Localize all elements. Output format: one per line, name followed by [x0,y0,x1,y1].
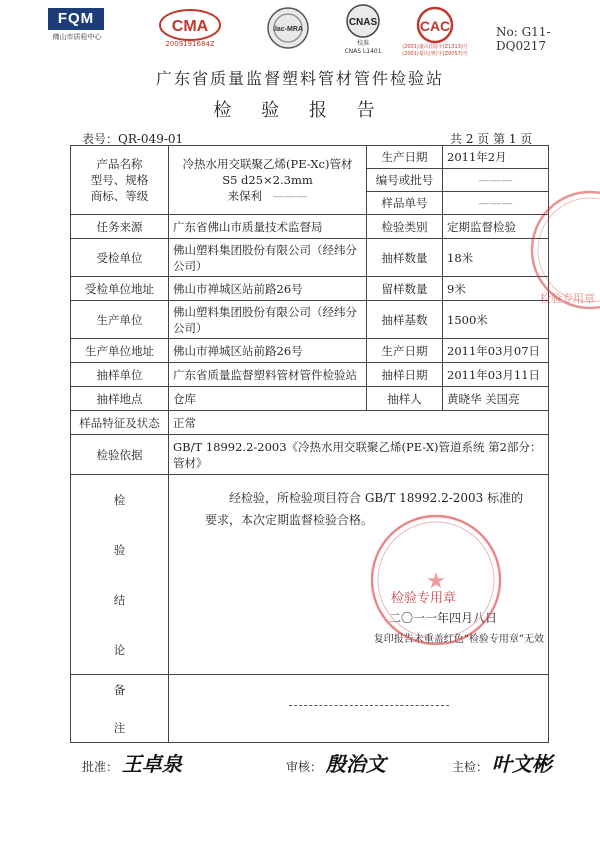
fqm-caption: 佛山市质检中心 [52,33,102,41]
conclusion-date: 二〇一一年四月八日 [389,611,498,625]
producer-value: 佛山塑料集团股份有限公司（经纬分公司） [169,301,367,339]
conclusion-label-1: 检 [113,492,126,507]
model-value: S5 d25×2.3mm [222,173,313,187]
page-info: 共 2 页 第 1 页 [450,132,533,146]
approve-name: 王卓泉 [121,752,182,776]
document-number: No: G11-DQ0217 [496,25,551,53]
sample-date-label: 抽样日期 [367,363,443,387]
sampler-label: 抽样人 [367,387,443,411]
sample-no-value: ——— [443,192,549,215]
product-values-cell [169,146,367,215]
features-label: 样品特征及状态 [71,411,169,435]
location-value: 仓库 [169,387,367,411]
conclusion-label-cell [71,475,169,675]
organization-name: 广东省质量监督塑料管材管件检验站 [155,69,444,88]
remarks-dash-line [289,705,449,706]
test-type-label: 检验类别 [367,215,443,239]
prod-date-label: 生产日期 [367,146,443,169]
inspected-addr-label: 受检单位地址 [71,277,169,301]
side-stamp-label: 检验专用章 [540,292,595,305]
ilac-emblem-icon [266,6,310,50]
remarks-label-1: 备 [113,682,126,697]
remarks-label-cell [71,675,169,743]
review-label: 审核： [286,760,323,774]
approve-signature [82,748,182,777]
inspect-label: 主检： [452,760,489,774]
ilac-text: ilac-MRA [273,26,303,33]
fqm-logo [48,8,106,42]
prod-date2-value: 2011年03月07日 [443,339,549,363]
brand-value: 来保利 [227,189,263,203]
review-signature [286,748,386,777]
source-value: 广东省佛山市质量技术监督局 [169,215,367,239]
cac-logo [400,6,470,58]
prod-date2-label: 生产日期 [367,339,443,363]
basis-value: GB/T 18992.2-2003《冷热水用交联聚乙烯(PE-X)管道系统 第2部分：管材》 [169,435,549,475]
brand-extra-value: ——— [272,189,308,203]
cnas-text: CNAS [348,17,378,28]
inspected-label: 受检单位 [71,239,169,277]
remarks-label-2: 注 [113,720,126,735]
retain-label: 留样数量 [367,277,443,301]
product-name-label: 产品名称 [96,157,143,171]
inspected-value: 佛山塑料集团股份有限公司（经纬分公司） [169,239,367,277]
prod-date-value: 2011年2月 [443,146,549,169]
cma-text: CMA [171,18,209,35]
fqm-logo-text: FQM [48,8,104,30]
batch-label: 编号或批号 [367,169,443,192]
base-value: 1500米 [443,301,549,339]
inspection-seal-stamp [368,512,504,648]
form-number: 表号：QR-049-01 [82,132,184,146]
copy-note: 复印报告未重盖红色“检验专用章”无效 [373,634,544,645]
svg-text:★: ★ [426,569,446,594]
basis-label: 检验依据 [71,435,169,475]
cma-code: 2009191684Z [165,40,215,48]
ilac-logo [266,6,310,50]
location-label: 抽样地点 [71,387,169,411]
report-table [70,145,549,743]
product-labels-cell [71,146,169,215]
conclusion-label-2: 验 [113,542,126,557]
producer-addr-value: 佛山市禅城区站前路26号 [169,339,367,363]
cac-caption-1: (2001)量认(国)字(Z1313)号 [402,44,468,50]
producer-label: 生产单位 [71,301,169,339]
report-title: 检 验 报 告 [213,100,387,121]
cma-logo [158,8,222,54]
cnas-emblem-icon [330,4,396,38]
stamp-label: 检验专用章 [391,591,457,606]
cac-emblem-icon [400,6,470,44]
cac-caption-2: (2001)量认(粤)字(Z0057)号 [402,51,468,57]
sampler-unit-label: 抽样单位 [71,363,169,387]
brand-label: 商标、等级 [90,189,149,203]
base-label: 抽样基数 [367,301,443,339]
retain-value: 9米 [443,277,549,301]
qty-value: 18米 [443,239,549,277]
inspect-signature [452,748,552,777]
model-label: 型号、规格 [90,173,149,187]
sample-no-label: 样品单号 [367,192,443,215]
qty-label: 抽样数量 [367,239,443,277]
conclusion-label-4: 论 [113,642,126,657]
sampler-value: 黄晓华 关国亮 [443,387,549,411]
cma-emblem-icon [158,8,222,42]
batch-value: ——— [443,169,549,192]
features-value: 正常 [169,411,549,435]
inspect-name: 叶文彬 [491,752,552,776]
sample-date-value: 2011年03月11日 [443,363,549,387]
sampler-unit-value: 广东省质量监督塑料管材管件检验站 [169,363,367,387]
conclusion-label-3: 结 [113,592,126,607]
approve-label: 批准： [82,760,119,774]
cnas-caption-cn: 校准 [356,40,369,47]
source-label: 任务来源 [71,215,169,239]
remarks-cell [169,675,549,743]
conclusion-text: 经检验，所检验项目符合 GB/T 18992.2-2003 标准的要求，本次定期监督检验合格。 [205,491,524,527]
inspected-addr-value: 佛山市禅城区站前路26号 [169,277,367,301]
test-type-value: 定期监督检验 [443,215,549,239]
producer-addr-label: 生产单位地址 [71,339,169,363]
product-name-value: 冷热水用交联聚乙烯(PE-Xc)管材 [182,157,353,171]
cnas-logo [330,4,396,56]
cac-text: CAC [419,18,451,34]
cnas-caption-code: CNAS L1401 [344,48,382,55]
review-name: 殷治文 [325,752,386,776]
